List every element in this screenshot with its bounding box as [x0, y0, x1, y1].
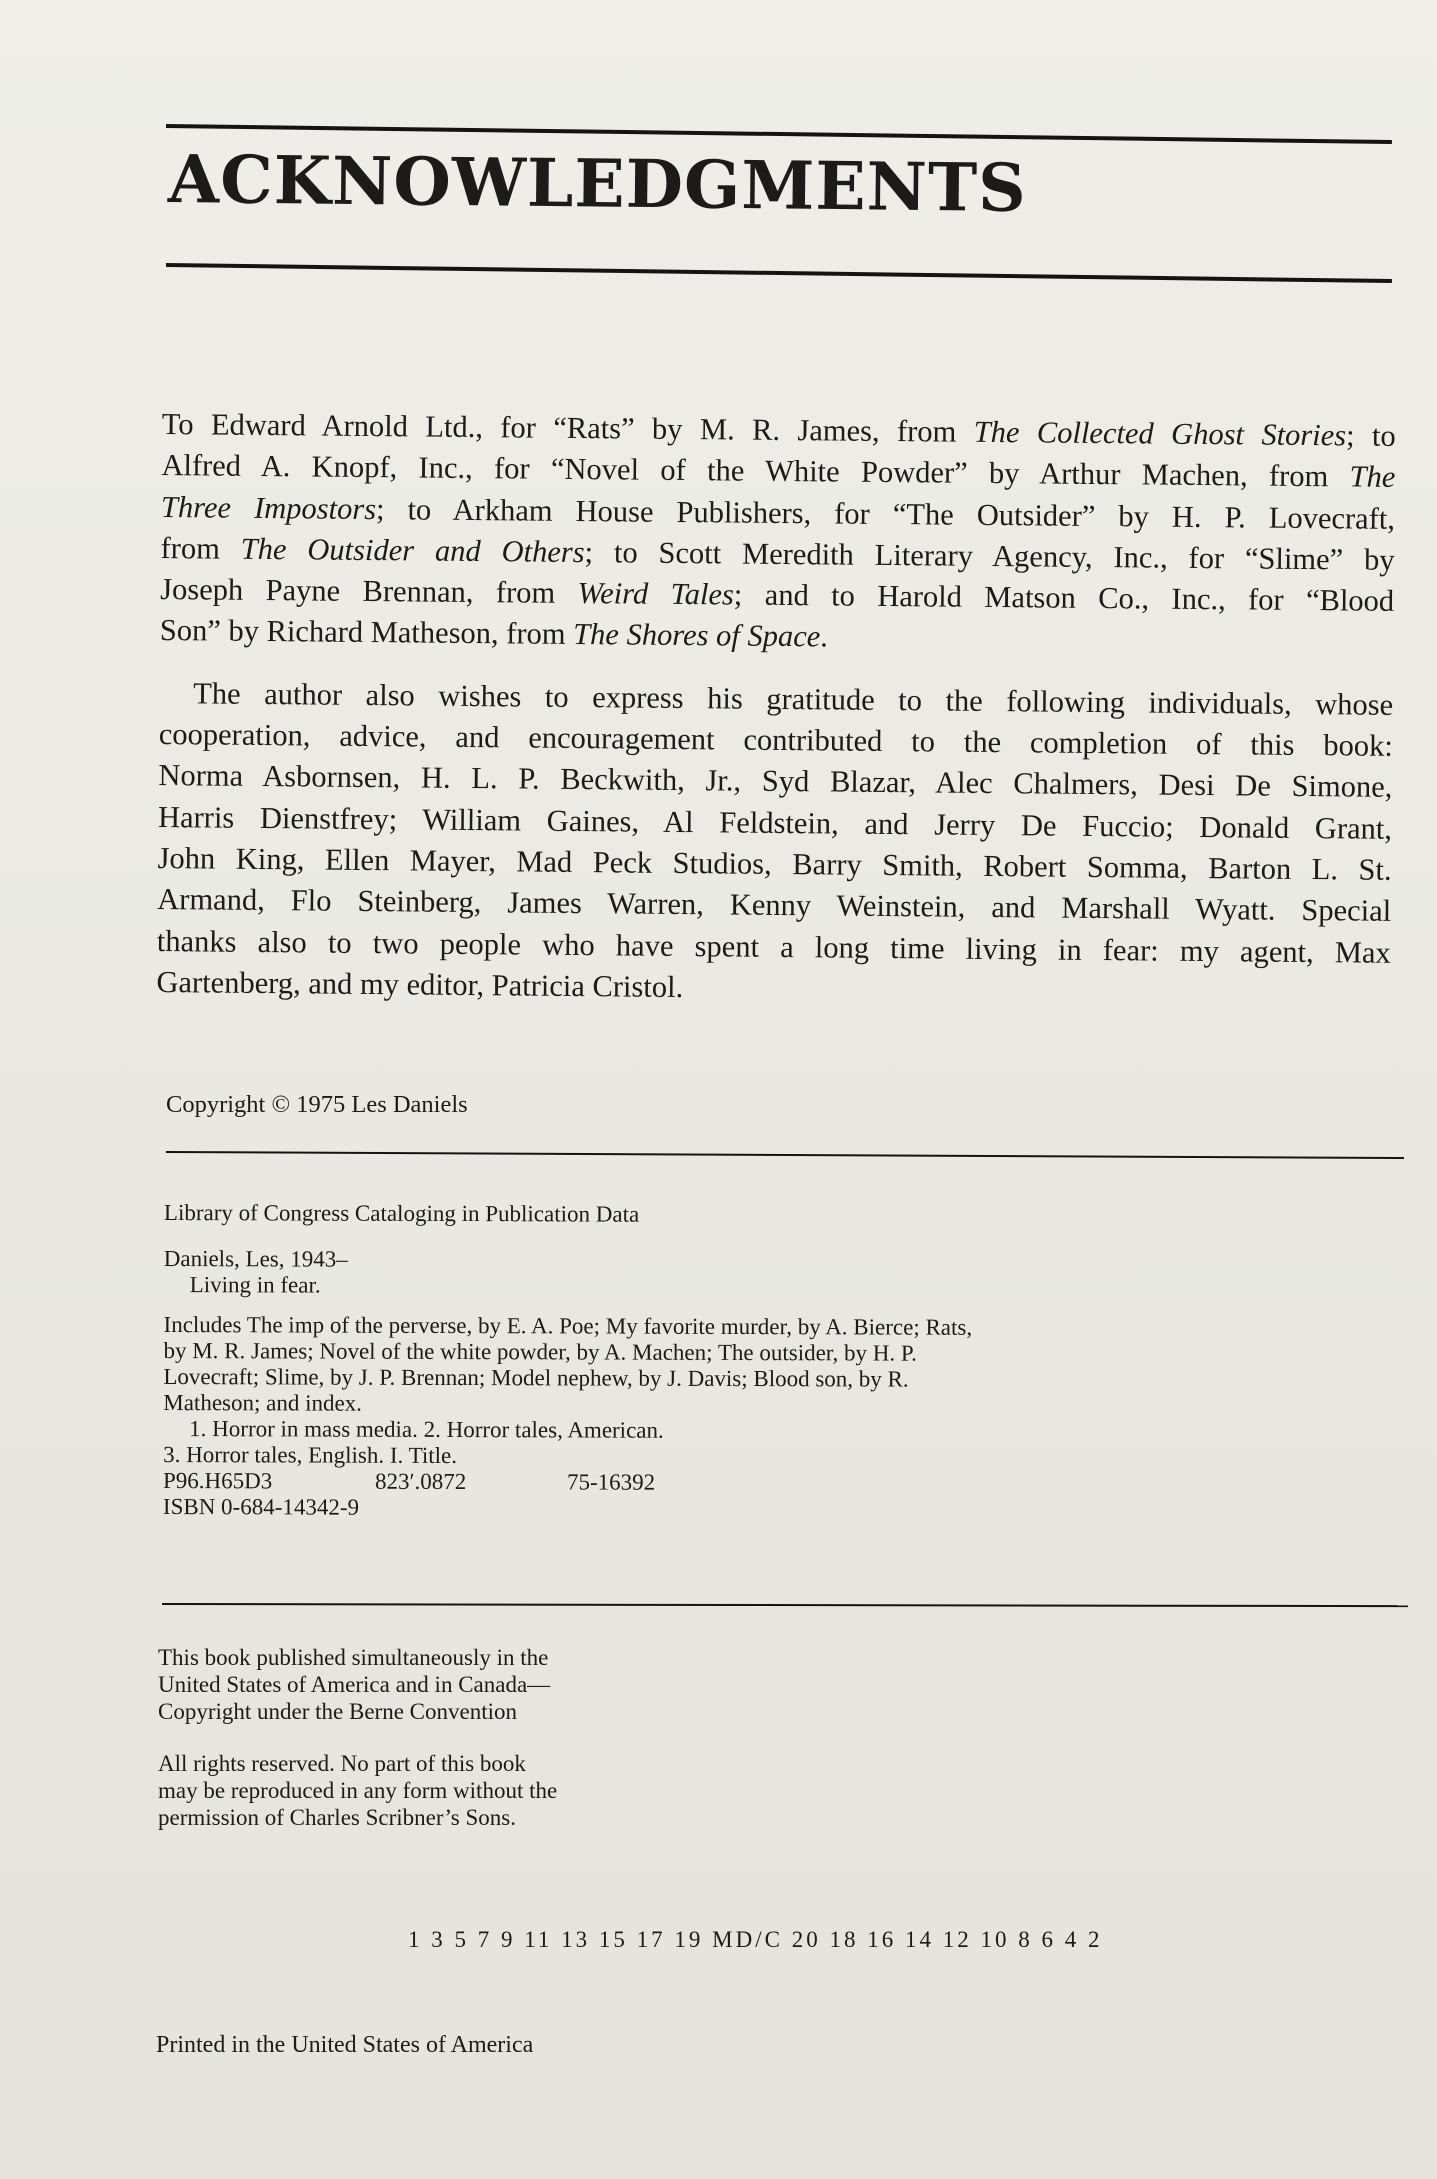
cip-includes-line: Lovecraft; Slime, by J. P. Brennan; Model nephew, by J. Davis; Blood son, by R. [163, 1363, 909, 1392]
work-title: Weird Tales [577, 576, 735, 612]
cip-author: Daniels, Les, 1943– [163, 1245, 348, 1272]
acknowledgment-line: thanks also to two people who have spent a long time living in fear: my agent, Max [156, 923, 1391, 970]
acknowledgment-line: Three Impostors; to Arkham House Publishers, for “The Outsider” by H. P. Lovecraft, [160, 489, 1396, 536]
cip-classification-row [163, 1468, 972, 1497]
work-title: The Shores of Space [573, 617, 821, 654]
work-title: The Outsider and Others [240, 531, 585, 569]
acknowledgment-line: Alfred A. Knopf, Inc., for “Novel of the White Powder” by Arthur Machen, from The [161, 448, 1396, 495]
acknowledgments-text [156, 404, 1396, 1015]
acknowledgment-line: cooperation, advice, and encouragement contributed to the completion of this book: [158, 717, 1393, 763]
cip-lccn: 75-16392 [566, 1469, 656, 1495]
acknowledgment-line: Joseph Payne Brennan, from Weird Tales; and to Harold Matson Co., Inc., for “Blood [160, 572, 1395, 619]
acknowledgment-line: Armand, Flo Steinberg, James Warren, Kenny Weinstein, and Marshall Wyatt. Special [157, 882, 1392, 929]
work-title: The [1349, 459, 1396, 495]
cip-subjects-line: 1. Horror in mass media. 2. Horror tales, American. [189, 1416, 664, 1443]
acknowledgments-paragraph-2 [156, 673, 1393, 1015]
acknowledgment-line: John King, Ellen Mayer, Mad Peck Studios, Barry Smith, Robert Somma, Barton L. St. [157, 840, 1392, 887]
cip-call-number: P96.H65D3 [162, 1467, 273, 1494]
cip-dewey-number: 823′.0872 [374, 1468, 467, 1495]
acknowledgments-paragraph-1 [160, 404, 1396, 664]
publication-note-line: This book published simultaneously in the [158, 1645, 549, 1670]
rights-line: All rights reserved. No part of this book [158, 1751, 526, 1776]
cip-isbn: ISBN 0-684-14342-9 [162, 1493, 360, 1520]
cip-includes-line: Includes The imp of the perverse, by E. A. Poe; My favorite murder, by A. Bierce; Rats, [163, 1311, 973, 1340]
cip-rule [162, 1603, 1408, 1607]
cip-includes-line: Matheson; and index. [163, 1389, 362, 1416]
copyright-rule [166, 1151, 1404, 1159]
printed-in-notice: Printed in the United States of America [156, 2032, 534, 2058]
cip-includes-line: by M. R. James; Novel of the white powder, by A. Machen; The outsider, by H. P. [163, 1337, 917, 1366]
acknowledgment-line: Norma Asbornsen, H. L. P. Beckwith, Jr., Syd Blazar, Alec Chalmers, Desi De Simone, [158, 758, 1393, 805]
rights-line: may be reproduced in any form without the [158, 1778, 558, 1803]
publication-note-line: United States of America and in Canada— [158, 1672, 551, 1697]
acknowledgment-line: Son” by Richard Matheson, from The Shores of Space. [159, 613, 829, 654]
acknowledgment-line: To Edward Arnold Ltd., for “Rats” by M. R. James, from The Collected Ghost Stories; to [161, 406, 1396, 453]
acknowledgment-line: Gartenberg, and my editor, Patricia Cristol. [156, 964, 684, 1004]
publication-note-line: Copyright under the Berne Convention [158, 1699, 517, 1724]
cip-title: Living in fear. [189, 1272, 321, 1298]
publication-notes [158, 1644, 557, 1831]
heading-rule [166, 263, 1392, 283]
copyright-notice: Copyright © 1975 Les Daniels [166, 1091, 468, 1118]
printing-line: 1 3 5 7 9 11 13 15 17 19 MD/C 20 18 16 14 12 10 8 6 4 2 [408, 1927, 1103, 1952]
cip-data-block [163, 1200, 973, 1523]
rights-line: permission of Charles Scribner’s Sons. [158, 1805, 516, 1830]
page-title: ACKNOWLEDGMENTS [167, 140, 1028, 227]
acknowledgment-line: from The Outsider and Others; to Scott Meredith Literary Agency, Inc., for “Slime” by [160, 530, 1395, 577]
work-title: The Collected Ghost Stories [973, 414, 1347, 453]
acknowledgment-line: Harris Dienstfrey; William Gaines, Al Feldstein, and Jerry De Fuccio; Donald Grant, [157, 799, 1393, 846]
cip-header: Library of Congress Cataloging in Publication Data [163, 1200, 640, 1227]
acknowledgment-line: The author also wishes to express his gratitude to the following individuals, whose [193, 676, 1394, 722]
cip-subjects-line: 3. Horror tales, English. I. Title. [163, 1441, 458, 1469]
work-title: Three Impostors [160, 489, 377, 526]
